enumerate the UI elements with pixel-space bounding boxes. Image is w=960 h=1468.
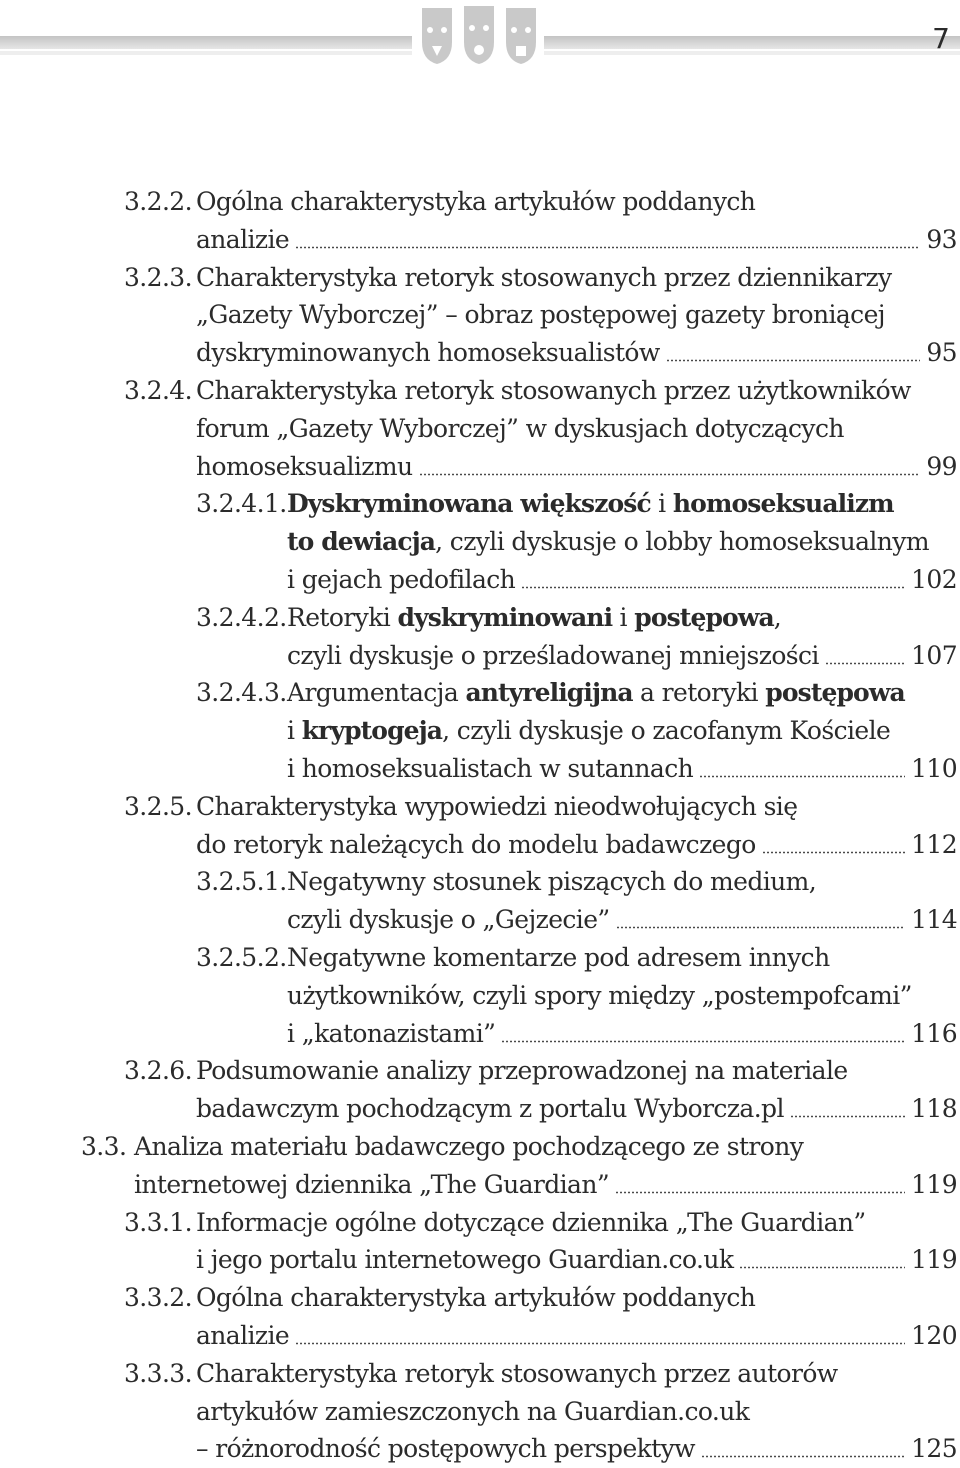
toc-title-segment: Analiza materiału badawczego pochodzącego ze strony xyxy=(134,1131,804,1161)
toc-entry-title xyxy=(287,637,819,675)
dot-leader xyxy=(295,246,920,249)
toc-entry-number: 3.2.5. xyxy=(124,791,192,821)
toc-entry-line xyxy=(0,1393,960,1431)
toc-entry-title xyxy=(196,410,844,448)
dot-leader xyxy=(666,359,920,362)
toc-title-segment: i xyxy=(650,489,673,519)
toc-entry-line xyxy=(0,637,960,675)
toc-entry-number: 3.3.3. xyxy=(124,1358,192,1388)
toc-entry-title xyxy=(287,750,693,788)
toc-entry-number: 3.2.3. xyxy=(124,262,192,292)
toc-entry-line xyxy=(0,485,960,523)
toc-title-bold-segment: antyreligijna xyxy=(465,678,633,708)
toc-title-segment: Argumentacja xyxy=(287,678,466,708)
toc-title-segment: i gejach pedofilach xyxy=(287,564,516,594)
toc-entry-line xyxy=(0,674,960,712)
toc-entry-title xyxy=(196,1090,784,1128)
toc-title-bold-segment: homoseksualizm xyxy=(672,489,894,519)
toc-entry-title xyxy=(287,977,912,1015)
toc-entry-line xyxy=(0,750,960,788)
dot-leader xyxy=(701,1455,905,1458)
toc-entry-line xyxy=(0,1430,960,1468)
toc-entry-number: 3.3. xyxy=(81,1131,127,1161)
toc-entry-line xyxy=(0,1204,960,1242)
toc-entry-title xyxy=(287,485,894,523)
toc-entry xyxy=(0,1052,960,1128)
toc-title-segment: analizie xyxy=(196,224,290,254)
toc-entry-number: 3.2.4. xyxy=(124,375,192,405)
toc-title-bold-segment: dyskryminowani xyxy=(397,602,613,632)
toc-title-segment: i jego portalu internetowego Guardian.co.uk xyxy=(196,1245,734,1275)
toc-entry-line xyxy=(0,561,960,599)
dot-leader xyxy=(739,1266,905,1269)
toc-entry xyxy=(0,485,960,598)
toc-title-segment: Charakterystyka retoryk stosowanych przez dziennikarzy xyxy=(196,262,892,292)
toc-entry-line xyxy=(0,1015,960,1053)
toc-title-segment: Podsumowanie analizy przeprowadzonej na materiale xyxy=(196,1056,848,1086)
toc-title-segment: , czyli dyskusje o lobby homoseksualnym xyxy=(435,527,929,557)
toc-title-segment: , xyxy=(773,602,782,632)
toc-entry-line xyxy=(0,863,960,901)
toc-title-segment: czyli dyskusje o prześladowanej mniejszości xyxy=(287,640,819,670)
toc-title-segment: i xyxy=(287,716,302,746)
toc-title-segment: Negatywne komentarze pod adresem innych xyxy=(287,942,830,972)
toc-entry-title xyxy=(196,221,289,259)
toc-entry-line xyxy=(0,788,960,826)
toc-entry-title xyxy=(287,674,905,712)
toc-entry-line xyxy=(0,334,960,372)
toc-title-bold-segment: postępowa xyxy=(634,602,774,632)
toc-entry-title xyxy=(196,826,756,864)
toc-entry-title xyxy=(287,712,890,750)
toc-entry-page: 118 xyxy=(907,1090,957,1128)
toc-entry-title xyxy=(196,1052,848,1090)
dot-leader xyxy=(295,1342,905,1345)
toc-entry-number: 3.2.6. xyxy=(124,1056,192,1086)
toc-entry-line xyxy=(0,1279,960,1317)
toc-entry-title xyxy=(196,372,911,410)
dot-leader xyxy=(501,1040,905,1043)
toc-entry-line xyxy=(0,523,960,561)
toc-entry xyxy=(0,183,960,259)
dot-leader xyxy=(699,775,905,778)
toc-title-segment: Charakterystyka retoryk stosowanych przez użytkowników xyxy=(196,375,911,405)
toc-title-segment: – różnorodność postępowych perspektyw xyxy=(196,1434,695,1464)
toc-entry-page: 125 xyxy=(907,1430,957,1468)
toc-title-segment: do retoryk należących do modelu badawczego xyxy=(196,829,756,859)
toc-entry-page: 95 xyxy=(922,334,957,372)
toc-title-segment: analizie xyxy=(196,1320,290,1350)
toc-entry-title xyxy=(287,523,929,561)
toc-entry-page: 116 xyxy=(907,1015,957,1053)
toc-entry xyxy=(0,1128,960,1204)
toc-entry-title xyxy=(196,788,797,826)
dot-leader xyxy=(825,662,905,665)
toc-title-segment: forum „Gazety Wyborczej” w dyskusjach dotyczących xyxy=(196,413,844,443)
toc-entry-title xyxy=(196,1279,755,1317)
toc-title-segment: homoseksualizmu xyxy=(196,451,413,481)
toc-title-bold-segment: postępowa xyxy=(765,678,905,708)
toc-title-bold-segment: to dewiacja xyxy=(287,527,436,557)
toc-entry-title xyxy=(196,1204,866,1242)
toc-entry-line xyxy=(0,259,960,297)
toc-title-segment: dyskryminowanych homoseksualistów xyxy=(196,338,660,368)
toc-title-segment: czyli dyskusje o „Gejzecie” xyxy=(287,905,610,935)
toc-title-segment: badawczym pochodzącym z portalu Wyborcza.pl xyxy=(196,1094,784,1124)
toc-title-bold-segment: kryptogeja xyxy=(301,716,443,746)
toc-title-segment: Informacje ogólne dotyczące dziennika „The Guardian” xyxy=(196,1207,866,1237)
toc-entry xyxy=(0,372,960,485)
toc-entry-line xyxy=(0,183,960,221)
toc-entry xyxy=(0,1204,960,1280)
dot-leader xyxy=(419,473,920,476)
toc-entry-page: 120 xyxy=(907,1317,957,1355)
dot-leader xyxy=(616,926,905,929)
toc-entry-title xyxy=(287,901,610,939)
toc-entry-title xyxy=(287,599,781,637)
toc-entry-line xyxy=(0,1090,960,1128)
toc-title-segment: użytkowników, czyli spory między „postempofcami” xyxy=(287,980,912,1010)
toc-entry-line xyxy=(0,448,960,486)
toc-entry-title xyxy=(196,296,885,334)
toc-entry xyxy=(0,863,960,939)
toc-title-segment: Retoryki xyxy=(287,602,398,632)
toc-entry-number: 3.3.2. xyxy=(124,1283,192,1313)
toc-entry-number: 3.2.5.2. xyxy=(196,942,287,972)
toc-entry-page: 112 xyxy=(907,826,957,864)
toc-entry-page: 114 xyxy=(907,901,957,939)
toc-title-segment: Charakterystyka wypowiedzi nieodwołujących się xyxy=(196,791,798,821)
toc-entry-title xyxy=(287,561,515,599)
toc-entry-title xyxy=(287,939,830,977)
toc-entry-number: 3.2.5.1. xyxy=(196,867,287,897)
toc-title-segment: a retoryki xyxy=(632,678,766,708)
toc-title-segment: „Gazety Wyborczej” – obraz postępowej gazety broniącej xyxy=(196,300,885,330)
page-number: 7 xyxy=(932,22,950,55)
toc-entry-number: 3.2.4.3. xyxy=(196,678,287,708)
toc-title-segment: i xyxy=(612,602,635,632)
toc-entry-line xyxy=(0,1052,960,1090)
toc-entry-page: 93 xyxy=(922,221,957,259)
toc-entry-title xyxy=(196,1393,749,1431)
toc-entry-line xyxy=(0,599,960,637)
toc-title-segment: Ogólna charakterystyka artykułów poddanych xyxy=(196,187,756,216)
toc-title-segment: Ogólna charakterystyka artykułów poddanych xyxy=(196,1283,756,1313)
toc-entry xyxy=(0,259,960,372)
toc-entry-line xyxy=(0,1355,960,1393)
toc-entry-page: 102 xyxy=(907,561,957,599)
toc-title-segment: artykułów zamieszczonych na Guardian.co.uk xyxy=(196,1396,750,1426)
toc-entry-line xyxy=(0,826,960,864)
toc-entry-title xyxy=(196,1317,289,1355)
toc-entry-line xyxy=(0,1128,960,1166)
toc-entry-page: 99 xyxy=(922,448,957,486)
toc-entry-line xyxy=(0,901,960,939)
toc-title-segment: , czyli dyskusje o zacofanym Kościele xyxy=(442,716,891,746)
toc-entry-number: 3.3.1. xyxy=(124,1207,192,1237)
toc-entry-title xyxy=(287,863,816,901)
toc-entry xyxy=(0,674,960,787)
toc-entry-line xyxy=(0,939,960,977)
toc-entry-title xyxy=(196,1355,838,1393)
toc-entry xyxy=(0,788,960,864)
toc-entry-title xyxy=(196,183,755,221)
toc-entry-title xyxy=(196,334,660,372)
dot-leader xyxy=(615,1191,905,1194)
toc-entry-number: 3.2.4.2. xyxy=(196,602,287,632)
toc-entry-title xyxy=(196,448,413,486)
toc-entry-page: 107 xyxy=(907,637,957,675)
toc-entry-title xyxy=(134,1166,609,1204)
toc-title-segment: Negatywny stosunek piszących do medium, xyxy=(287,867,817,897)
toc-entry xyxy=(0,599,960,675)
toc-entry-line xyxy=(0,712,960,750)
toc-title-segment: Charakterystyka retoryk stosowanych przez autorów xyxy=(196,1358,838,1388)
three-masks-logo-icon xyxy=(412,0,544,70)
toc-entry-line xyxy=(0,372,960,410)
toc-entry-title xyxy=(134,1128,803,1166)
toc-title-segment: i homoseksualistach w sutannach xyxy=(287,753,694,783)
toc-entry-line xyxy=(0,1166,960,1204)
toc-entry-title xyxy=(196,1430,695,1468)
dot-leader xyxy=(762,851,905,854)
toc-entry-page: 119 xyxy=(907,1166,957,1204)
toc-entry-number: 3.2.4.1. xyxy=(196,489,287,519)
toc-entry-line xyxy=(0,410,960,448)
toc-entry xyxy=(0,939,960,1052)
toc-entry-title xyxy=(196,259,892,297)
toc-entry-page: 110 xyxy=(907,750,957,788)
toc-entry-page: 119 xyxy=(907,1241,957,1279)
toc-entry-number: 3.2.2. xyxy=(124,187,192,216)
table-of-contents xyxy=(0,183,960,1468)
toc-entry-title xyxy=(196,1241,733,1279)
toc-entry xyxy=(0,1355,960,1468)
toc-entry-title xyxy=(287,1015,495,1053)
toc-entry-line xyxy=(0,1317,960,1355)
toc-entry xyxy=(0,1279,960,1355)
toc-title-segment: internetowej dziennika „The Guardian” xyxy=(134,1169,610,1199)
dot-leader xyxy=(521,586,905,589)
toc-title-bold-segment: Dyskryminowana większość xyxy=(287,489,651,519)
dot-leader xyxy=(790,1115,905,1118)
toc-entry-line xyxy=(0,221,960,259)
toc-entry-line xyxy=(0,1241,960,1279)
toc-entry-line xyxy=(0,296,960,334)
toc-entry-line xyxy=(0,977,960,1015)
toc-title-segment: i „katonazistami” xyxy=(287,1018,496,1048)
